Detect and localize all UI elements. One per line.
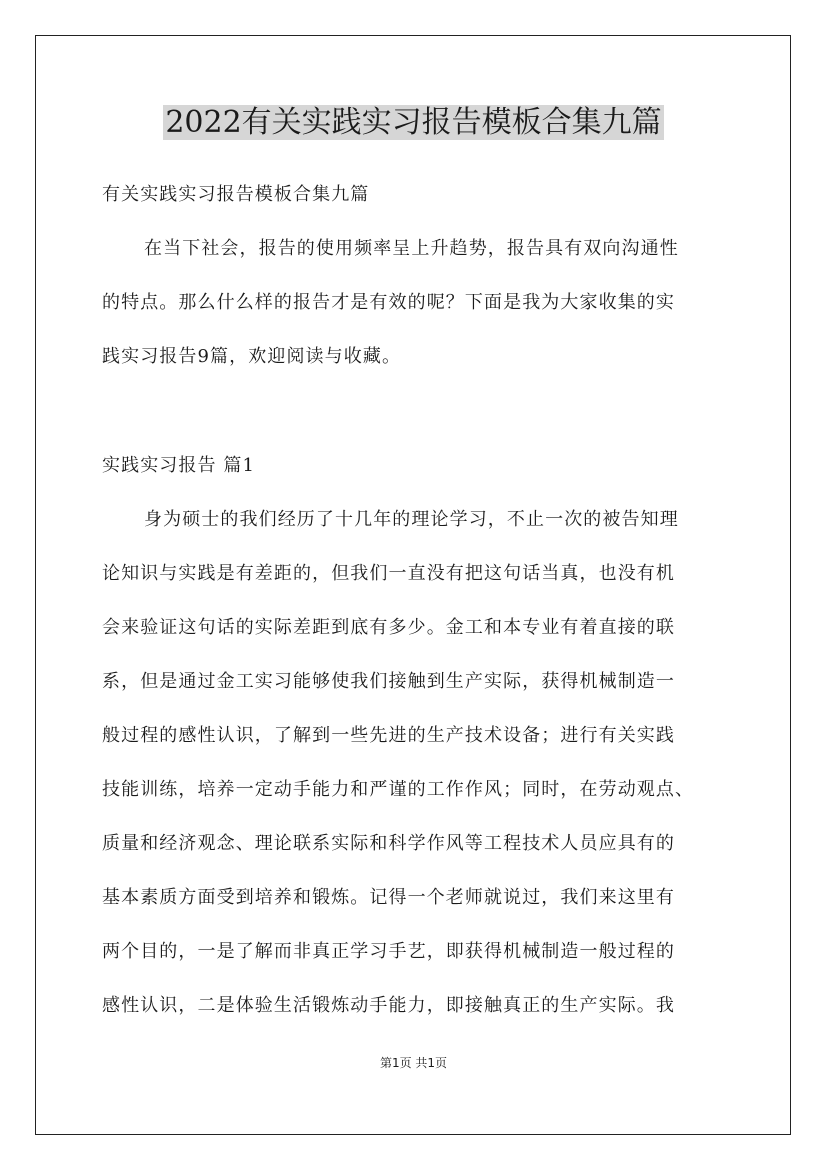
body-line: 质量和经济观念、理论联系实际和科学作风等工程技术人员应具有的 xyxy=(102,833,675,854)
intro-line: 践实习报告9篇，欢迎阅读与收藏。 xyxy=(102,346,402,367)
section-heading: 实践实习报告 篇1 xyxy=(102,455,256,476)
body-line: 论知识与实践是有差距的，但我们一直没有把这句话当真，也没有机 xyxy=(102,563,675,584)
body-line: 身为硕士的我们经历了十几年的理论学习，不止一次的被告知理 xyxy=(144,509,679,530)
document-subtitle: 有关实践实习报告模板合集九篇 xyxy=(102,184,370,205)
body-line: 感性认识，二是体验生活锻炼动手能力，即接触真正的生产实际。我 xyxy=(102,995,675,1016)
intro-line: 的特点。那么什么样的报告才是有效的呢？下面是我为大家收集的实 xyxy=(102,292,675,313)
body-line: 般过程的感性认识，了解到一些先进的生产技术设备；进行有关实践 xyxy=(102,725,675,746)
document-title-text: 2022有关实践实习报告模板合集九篇 xyxy=(165,105,662,140)
document-title xyxy=(0,104,827,142)
body-line: 两个目的，一是了解而非真正学习手艺，即获得机械制造一般过程的 xyxy=(102,941,675,962)
body-line: 技能训练，培养一定动手能力和严谨的工作作风；同时，在劳动观点、 xyxy=(102,779,695,800)
page-footer: 第1页 共1页 xyxy=(379,1056,448,1070)
body-line: 系，但是通过金工实习能够使我们接触到生产实际，获得机械制造一 xyxy=(102,671,675,692)
body-line: 基本素质方面受到培养和锻炼。记得一个老师就说过，我们来这里有 xyxy=(102,887,675,908)
intro-line: 在当下社会，报告的使用频率呈上升趋势，报告具有双向沟通性 xyxy=(144,238,679,259)
body-line: 会来验证这句话的实际差距到底有多少。金工和本专业有着直接的联 xyxy=(102,617,675,638)
